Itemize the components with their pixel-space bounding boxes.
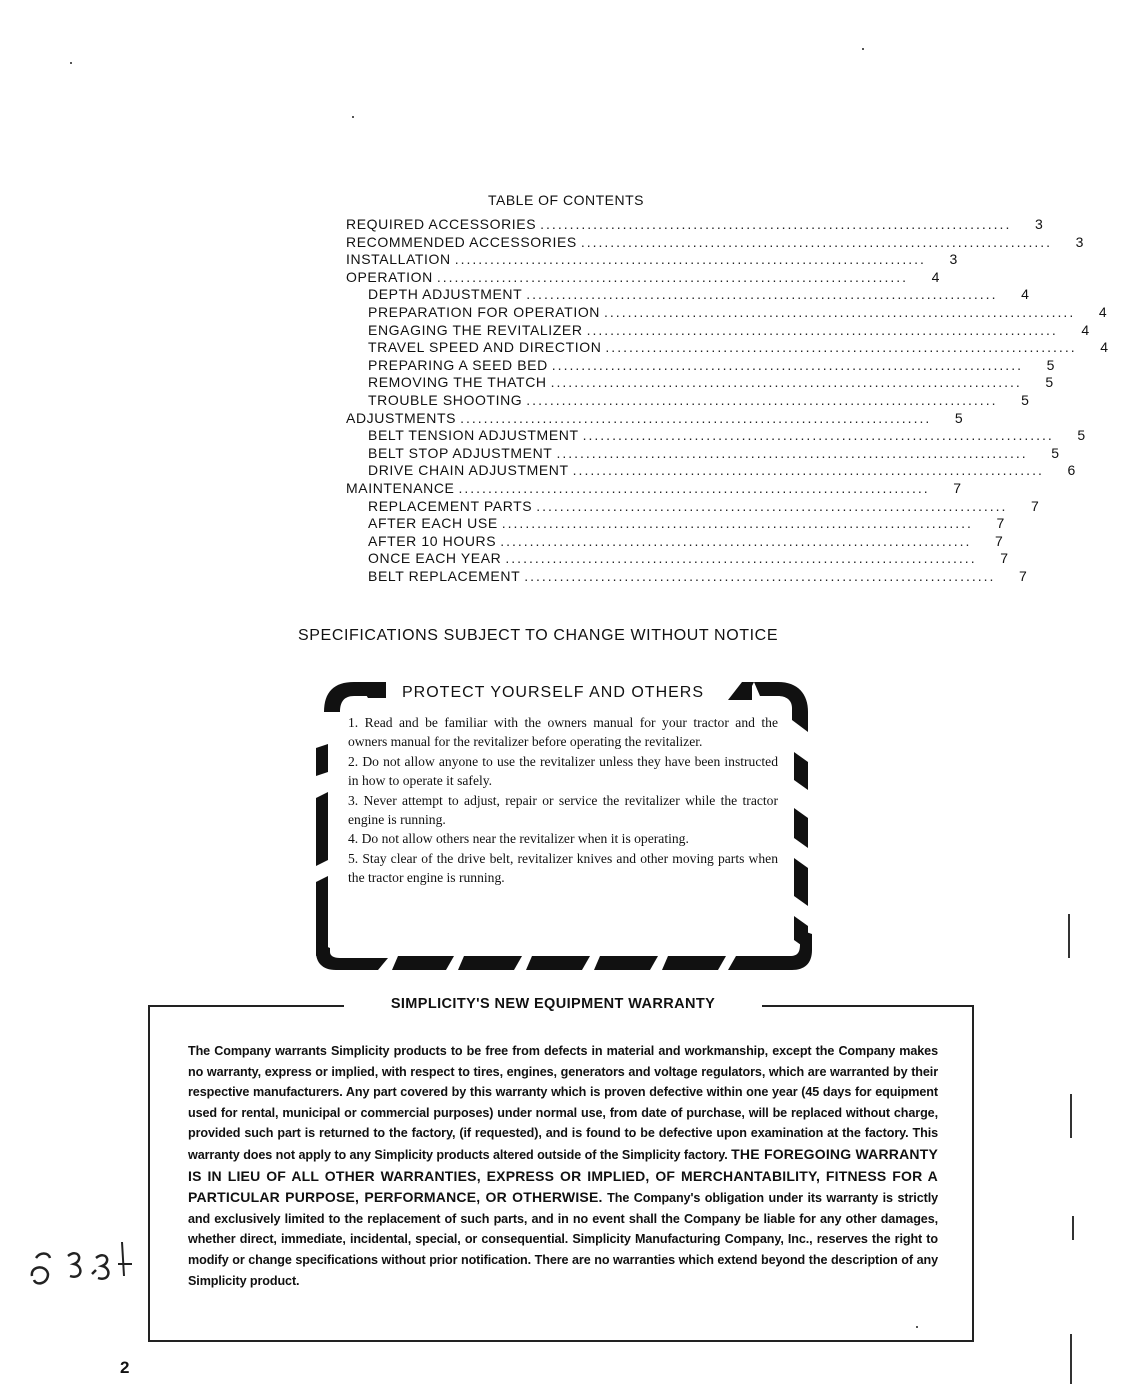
toc-entry [346, 444, 1060, 463]
toc-entry-label: ENGAGING THE REVITALIZER [368, 321, 583, 338]
scan-speck [352, 116, 354, 118]
toc-entry-page: 7 [1019, 567, 1028, 584]
toc-entry [346, 479, 962, 498]
toc-entry-label: AFTER EACH USE [368, 515, 498, 532]
toc-leader-dots: ................................................................................ [550, 374, 1022, 391]
toc-entry-label: REPLACEMENT PARTS [368, 497, 533, 514]
toc-entry [346, 233, 1085, 252]
toc-entry [346, 550, 1009, 568]
toc-entry-page: 5 [1077, 427, 1086, 444]
toc-entry [346, 356, 1055, 375]
toc-leader-dots: ................................................................................ [572, 462, 1044, 479]
toc-entry [346, 251, 958, 269]
specifications-notice: SPECIFICATIONS SUBJECT TO CHANGE WITHOUT NOTICE [298, 627, 779, 644]
toc-leader-dots: ................................................................................ [458, 479, 930, 496]
toc-entry-label: REMOVING THE THATCH [368, 374, 547, 391]
toc-entry [346, 409, 964, 428]
toc-entry [346, 339, 1109, 357]
toc-entry-label: AFTER 10 HOURS [368, 532, 497, 549]
toc-entry-page: 4 [931, 268, 940, 285]
toc-entry-label: PREPARING A SEED BED [368, 356, 548, 373]
toc-entry [346, 427, 1086, 445]
toc-entry-page: 3 [1075, 233, 1085, 250]
safety-item: 5. Stay clear of the drive belt, revitalizer knives and other moving parts when the tractor engine is running. [348, 850, 778, 886]
toc-entry-page: 7 [1000, 550, 1009, 567]
scan-speck [916, 1326, 918, 1328]
toc-entry [346, 216, 1044, 234]
toc-entry-label: BELT TENSION ADJUSTMENT [368, 427, 579, 444]
toc-entry-label: ONCE EACH YEAR [368, 550, 502, 567]
toc-entry [346, 497, 1040, 516]
scan-edge-mark [1068, 914, 1070, 958]
toc-leader-dots: ................................................................................ [501, 515, 973, 532]
toc-leader-dots: ................................................................................ [524, 567, 996, 584]
page-number: 2 [120, 1358, 130, 1377]
toc-entry [346, 462, 1076, 480]
toc-leader-dots: ................................................................................ [556, 444, 1028, 461]
toc-entry-label: BELT STOP ADJUSTMENT [368, 444, 553, 461]
toc-leader-dots: ................................................................................ [454, 251, 926, 268]
safety-item: 4. Do not allow others near the revitalizer when it is operating. [348, 831, 689, 847]
toc-entry-label: OPERATION [346, 268, 433, 285]
toc-entry [346, 515, 1005, 533]
warranty-title: SIMPLICITY'S NEW EQUIPMENT WARRANTY [390, 996, 716, 1012]
toc-entry-page: 4 [1021, 286, 1030, 303]
toc-entry-label: ADJUSTMENTS [346, 409, 457, 426]
toc-entry [346, 567, 1028, 586]
toc-entry-page: 5 [1045, 374, 1054, 391]
safety-item: 1. Read and be familiar with the owners manual for your tractor and the owners manual for the revitalizer before operating the revitalizer. [348, 715, 778, 750]
toc-entry-label: PREPARATION FOR OPERATION [368, 303, 601, 320]
toc-entry [346, 532, 1004, 551]
warning-block-icon [728, 682, 752, 700]
toc-leader-dots: ................................................................................ [604, 303, 1076, 320]
toc-leader-dots: ................................................................................ [580, 233, 1053, 250]
toc-entry-page: 7 [996, 515, 1005, 532]
toc-entry-page: 5 [1021, 391, 1030, 408]
scan-speck [862, 48, 864, 50]
toc-entry-page: 3 [949, 251, 958, 268]
toc-entry [346, 286, 1030, 304]
toc-leader-dots: ................................................................................ [526, 286, 998, 303]
toc-title: TABLE OF CONTENTS [487, 192, 645, 208]
warranty-intro: The Company warrants Simplicity products to be free from defects in material and workmanship, except the Company makes no warranty, express or implied, with respect to tires, engines, generators and voltage regulators, which are warranted by their respective manufacturers. Any part covered by this warranty which is proven defective within one year (45 days for equipment used for rental, municipal or commercial purposes) under normal use, from date of purchase, will be replaced without charge, provided such part is returned to the factory, (if requested), and is found to be defective upon examination at the factory. This warranty does not apply to any Simplicity products altered outside of the Simplicity factory. [188, 1044, 938, 1162]
toc-entry [346, 268, 940, 287]
toc-entry [346, 303, 1108, 322]
toc-leader-dots: ................................................................................ [460, 409, 932, 426]
toc-entry-label: TRAVEL SPEED AND DIRECTION [368, 339, 602, 356]
safety-item: 3. Never attempt to adjust, repair or service the revitalizer while the tractor engine is running. [348, 792, 778, 828]
warranty-text [188, 1041, 938, 1291]
toc-leader-dots: ................................................................................ [605, 339, 1077, 356]
toc-entry-page: 4 [1081, 321, 1090, 338]
toc-leader-dots: ................................................................................ [551, 356, 1023, 373]
scan-speck [70, 62, 72, 64]
table-of-contents [346, 216, 1109, 585]
warranty-disclaimer: THE FOREGOING WARRANTY IS IN LIEU OF ALL OTHER WARRANTIES, EXPRESS OR IMPLIED, OF MERCHANTABILITY, FITNESS FOR A PARTICULAR PURPOSE, PERFORMANCE, OR OTHERWISE. [188, 1145, 938, 1206]
toc-entry-label: REQUIRED ACCESSORIES [346, 216, 537, 232]
handwritten-mark [26, 1236, 166, 1296]
toc-entry-page: 4 [1100, 339, 1109, 356]
toc-leader-dots: ................................................................................ [500, 532, 972, 549]
scan-edge-mark [1070, 1334, 1072, 1384]
scan-edge-mark [1072, 1216, 1074, 1240]
toc-leader-dots: ................................................................................ [536, 497, 1008, 514]
toc-entry-page: 4 [1098, 303, 1108, 320]
safety-instructions [348, 713, 778, 888]
toc-entry-label: INSTALLATION [346, 251, 451, 268]
toc-entry-page: 5 [1051, 444, 1060, 461]
toc-entry-page: 7 [1031, 497, 1040, 514]
toc-entry-label: DEPTH ADJUSTMENT [368, 286, 523, 303]
safety-item: 2. Do not allow anyone to use the revitalizer unless they have been instructed in how to operate it safely. [348, 753, 778, 789]
warranty-obligation: The Company's obligation under its warranty is strictly and exclusively limited to the replacement of such parts, and in no event shall the Company be liable for any other damages, whether direct, immediate, incidental, special, or consequential. Simplicity Manufacturing Company, Inc., reserves the right to modify or change specifications without prior notification. There are no warranties which extend beyond the description of any Simplicity product. [188, 1191, 938, 1288]
toc-leader-dots: ................................................................................ [526, 391, 998, 408]
toc-leader-dots: ................................................................................ [505, 550, 977, 567]
toc-leader-dots: ................................................................................ [586, 321, 1058, 338]
toc-entry-page: 5 [954, 409, 964, 426]
toc-entry-label: RECOMMENDED ACCESSORIES [346, 233, 577, 250]
toc-entry-label: DRIVE CHAIN ADJUSTMENT [368, 462, 569, 479]
toc-leader-dots: ................................................................................ [540, 216, 1012, 232]
toc-entry [346, 374, 1054, 392]
toc-entry [346, 391, 1030, 410]
toc-entry-page: 7 [953, 479, 962, 496]
toc-entry-page: 7 [994, 532, 1004, 549]
safety-title: PROTECT YOURSELF AND OTHERS [402, 684, 705, 701]
toc-entry [346, 321, 1090, 340]
scan-edge-mark [1070, 1094, 1072, 1138]
toc-leader-dots: ................................................................................ [436, 268, 908, 285]
toc-entry-page: 5 [1046, 356, 1055, 373]
toc-entry-page: 3 [1034, 216, 1044, 232]
toc-entry-label: BELT REPLACEMENT [368, 567, 521, 584]
toc-entry-label: MAINTENANCE [346, 479, 455, 496]
toc-leader-dots: ................................................................................ [582, 427, 1054, 444]
toc-entry-label: TROUBLE SHOOTING [368, 391, 523, 408]
toc-entry-page: 6 [1067, 462, 1076, 479]
